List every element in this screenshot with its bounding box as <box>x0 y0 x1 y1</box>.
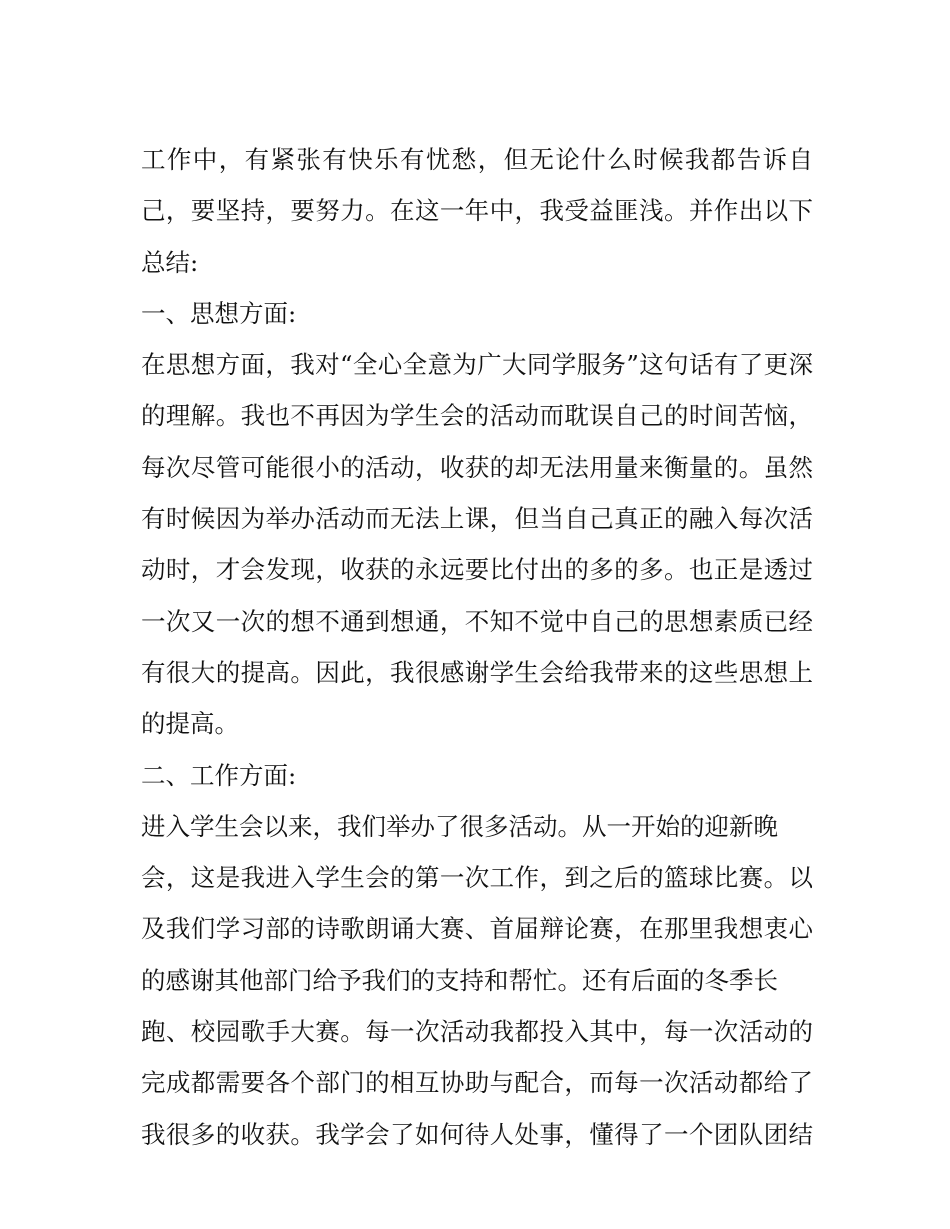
text-line-5: 在思想方面，我对“全心全意为广大同学服务”这句话有了更深 <box>141 350 813 380</box>
text-line-15: 会，这是我进入学生会的第一次工作，到之后的篮球比赛。以 <box>141 863 813 893</box>
body-text <box>141 134 813 1160</box>
text-line-11: 有很大的提高。因此，我很感谢学生会给我带来的这些思想上 <box>141 657 813 687</box>
text-line-18: 跑、校园歌手大赛。每一次活动我都投入其中，每一次活动的 <box>141 1017 813 1047</box>
text-line-1: 工作中，有紧张有快乐有忧愁，但无论什么时候我都告诉自 <box>141 145 813 174</box>
text-line-14: 进入学生会以来，我们举办了很多活动。从一开始的迎新晚 <box>141 811 778 841</box>
section-heading-thought: 一、思想方面: <box>141 298 297 328</box>
text-line-19: 完成都需要各个部门的相互协助与配合，而每一次活动都给了 <box>141 1068 813 1098</box>
text-line-12: 的提高。 <box>141 709 239 739</box>
text-line-10: 一次又一次的想不通到想通，不知不觉中自己的思想素质已经 <box>141 606 813 636</box>
text-line-20: 我很多的收获。我学会了如何待人处事，懂得了一个团队团结 <box>141 1119 813 1149</box>
text-line-7: 每次尽管可能很小的活动，收获的却无法用量来衡量的。虽然 <box>141 452 813 482</box>
text-line-8: 有时候因为举办活动而无法上课，但当自己真正的融入每次活 <box>141 504 813 534</box>
text-line-16: 及我们学习部的诗歌朗诵大赛、首届辩论赛，在那里我想衷心 <box>141 914 813 944</box>
text-line-2: 己，要坚持，要努力。在这一年中，我受益匪浅。并作出以下 <box>141 196 813 226</box>
text-line-9: 动时，才会发现，收获的永远要比付出的多的多。也正是透过 <box>141 555 813 585</box>
section-heading-work: 二、工作方面: <box>141 760 297 790</box>
text-line-6: 的理解。我也不再因为学生会的活动而耽误自己的时间苦恼， <box>141 401 813 431</box>
text-line-17: 的感谢其他部门给予我们的支持和帮忙。还有后面的冬季长 <box>141 965 778 995</box>
text-line-3: 总结: <box>141 247 199 277</box>
